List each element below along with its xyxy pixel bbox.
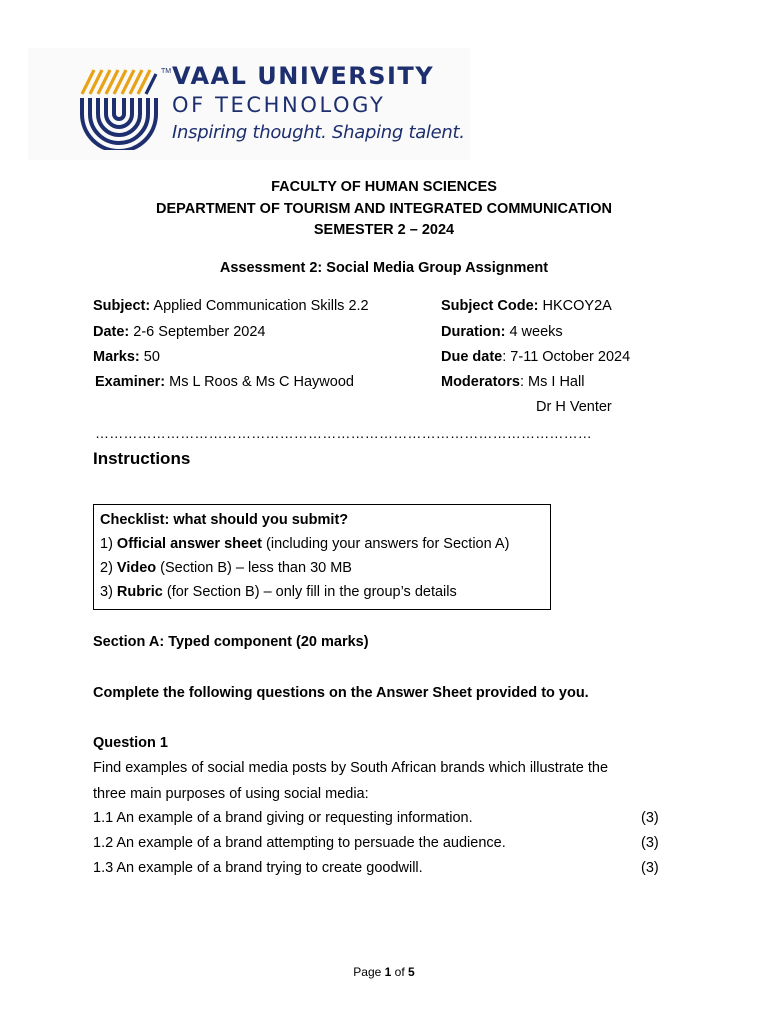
university-emblem-icon <box>78 68 160 150</box>
marks-row <box>93 349 160 365</box>
due-date-value: : 7-11 October 2024 <box>502 349 631 365</box>
date-label: Date: <box>93 324 130 340</box>
faculty-heading: FACULTY OF HUMAN SCIENCES <box>271 179 497 195</box>
university-tagline: Inspiring thought. Shaping talent. <box>172 122 465 143</box>
checklist-item-name: Official answer sheet <box>116 536 262 552</box>
checklist-item-name: Video <box>116 560 157 576</box>
duration-value: 4 weeks <box>505 324 563 340</box>
examiner-value: Ms L Roos & Ms C Haywood <box>165 374 354 390</box>
subject-label: Subject: <box>93 298 151 314</box>
date-row <box>93 324 266 340</box>
checklist-item <box>100 560 352 576</box>
checklist-item <box>100 536 509 552</box>
duration-label: Duration: <box>441 324 506 340</box>
of-word: of <box>391 965 409 979</box>
answer-sheet-instruction: Complete the following questions on the Answer Sheet provided to you. <box>93 685 589 701</box>
moderators-value-1: : Ms I Hall <box>519 374 585 390</box>
question-1-title: Question 1 <box>93 735 168 751</box>
page-footer <box>0 965 768 979</box>
university-name-line1: VAAL UNIVERSITY <box>172 62 435 90</box>
due-date-row <box>441 349 630 365</box>
marks-value: 50 <box>139 349 160 365</box>
page-total: 5 <box>408 965 415 979</box>
dotted-separator: …………………………………………………………………………………………… <box>95 425 592 441</box>
question-item-1-3-marks: (3) <box>641 860 659 876</box>
subject-code-row <box>441 298 612 314</box>
instructions-heading: Instructions <box>93 449 191 468</box>
examiner-label: Examiner: <box>95 374 166 390</box>
question-item-1-3: 1.3 An example of a brand trying to create goodwill. <box>93 860 423 876</box>
university-name-line2: OF TECHNOLOGY <box>172 93 386 117</box>
subject-code-label: Subject Code: <box>441 298 539 314</box>
department-heading: DEPARTMENT OF TOURISM AND INTEGRATED COMMUNICATION <box>156 201 612 217</box>
marks-label: Marks: <box>93 349 140 365</box>
subject-code-value: HKCOY2A <box>538 298 612 314</box>
subject-value: Applied Communication Skills 2.2 <box>150 298 369 314</box>
checklist-item-number: 1) <box>100 536 117 552</box>
question-item-1-1-marks: (3) <box>641 810 659 826</box>
semester-heading: SEMESTER 2 – 2024 <box>313 222 455 238</box>
moderators-value-2: Dr H Venter <box>536 399 612 415</box>
checklist-item-detail: (for Section B) – only fill in the group’s details <box>162 584 457 600</box>
duration-row <box>441 324 563 340</box>
checklist-item <box>100 584 457 600</box>
moderators-label: Moderators <box>441 374 520 390</box>
question-1-intro-line2: three main purposes of using social media: <box>93 786 369 802</box>
checklist-item-detail: (including your answers for Section A) <box>261 536 510 552</box>
examiner-row <box>95 374 354 390</box>
section-a-heading: Section A: Typed component (20 marks) <box>93 634 369 650</box>
checklist-item-name: Rubric <box>116 584 163 600</box>
page-number: 1 <box>384 965 392 979</box>
page-word: Page <box>353 965 385 979</box>
question-1-intro-line1: Find examples of social media posts by South African brands which illustrate the <box>93 760 609 776</box>
date-value: 2-6 September 2024 <box>129 324 266 340</box>
checklist-item-number: 2) <box>100 560 117 576</box>
checklist-item-detail: (Section B) – less than 30 MB <box>156 560 352 576</box>
question-item-1-2: 1.2 An example of a brand attempting to persuade the audience. <box>93 835 506 851</box>
due-date-label: Due date <box>441 349 503 365</box>
subject-row <box>93 298 369 314</box>
assessment-title: Assessment 2: Social Media Group Assignment <box>219 260 549 276</box>
question-item-1-1: 1.1 An example of a brand giving or requesting information. <box>93 810 473 826</box>
moderators-row <box>441 374 584 390</box>
checklist-title: Checklist: what should you submit? <box>100 512 349 528</box>
trademark-symbol: TM <box>161 68 172 75</box>
question-item-1-2-marks: (3) <box>641 835 659 851</box>
checklist-item-number: 3) <box>100 584 117 600</box>
